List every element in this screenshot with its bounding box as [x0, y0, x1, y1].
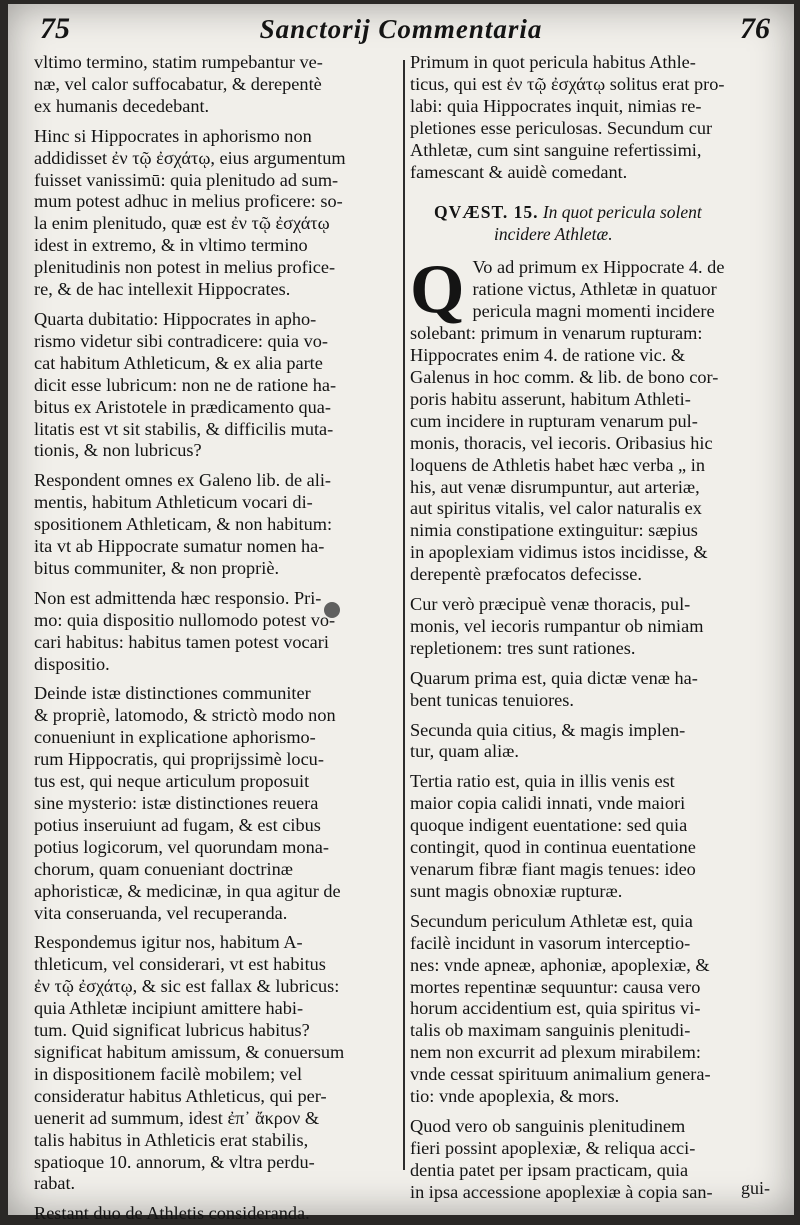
text-line: rismo videtur sibi contradicere: quia vo- [34, 330, 328, 351]
text-line: rabat. [34, 1173, 76, 1194]
text-line: labi: quia Hippocrates inquit, nimias re- [410, 95, 702, 116]
paragraph [410, 911, 768, 1108]
book-page [8, 4, 794, 1224]
text-line: tur, quam aliæ. [410, 741, 519, 762]
text-line: Quarta dubitatio: Hippocrates in apho- [34, 308, 317, 329]
text-line: la enim plenitudo, quæ est ἐν τῷ ἐσχάτῳ [34, 213, 330, 234]
question-label: QVÆST. 15. [434, 202, 539, 223]
text-line: spatioque 10. annorum, & vltra perdu- [34, 1151, 315, 1172]
text-line: sunt magis obnoxiæ rupturæ. [410, 880, 623, 901]
text-line: talis ob maximam sanguinis plenitudi- [410, 1020, 691, 1041]
text-line: potius logicorum, vel quorundam mona- [34, 836, 329, 857]
text-line: uenerit ad summum, idest ἐπ᾽ ἄκρον & [34, 1107, 320, 1128]
text-line: Hinc si Hippocrates in aphorismo non [34, 125, 312, 146]
page-number-right: 76 [740, 12, 770, 45]
text-line: vnde cessat spirituum animalium genera- [410, 1064, 711, 1085]
right-paragraphs [410, 594, 768, 1204]
text-line: Hippocrates enim 4. de ratione vic. & [410, 345, 686, 366]
catchword: gui- [741, 1178, 770, 1198]
text-line: horum accidentium est, quia spiritus vi- [410, 998, 701, 1019]
text-line: ita vt ab Hippocrate sumatur nomen ha- [34, 536, 325, 557]
column-rule [403, 60, 405, 1170]
text-line: Quod vero ob sanguinis plenitudinem [410, 1115, 686, 1136]
text-line: derepentè præfocatos defecisse. [410, 564, 642, 585]
text-line: pericula magni momenti incidere [472, 301, 715, 322]
text-line: Respondemus igitur nos, habitum A- [34, 932, 303, 953]
text-line: dispositio. [34, 653, 110, 674]
text-line: Non est admittenda hæc responsio. Pri- [34, 587, 322, 608]
paragraph [410, 668, 768, 712]
text-line: significat habitum amissum, & conuersum [34, 1041, 345, 1062]
paragraph [410, 594, 768, 660]
running-title: Sanctorij Commentaria [259, 14, 543, 44]
text-line: mo: quia dispositio nullomodo potest vo- [34, 609, 336, 630]
text-line: famescant & auidè comedant. [410, 161, 628, 182]
paragraph [410, 1116, 768, 1204]
text-line: dicit esse lubricum: non ne de ratione ha- [34, 374, 337, 395]
text-line: loquens de Athletis habet hæc verba „ in [410, 454, 705, 475]
text-line: bent tunicas tenuiores. [410, 689, 574, 710]
text-line: vltimo termino, statim rumpebantur ve- [34, 52, 323, 72]
intro-paragraph [410, 52, 768, 183]
text-line: pletiones esse periculosas. Secundum cur [410, 117, 713, 138]
paragraph [34, 52, 396, 118]
text-line: bitus communiter, & non propriè. [34, 557, 280, 578]
question-heading [410, 201, 768, 245]
text-line: tionis, & non lubricus? [34, 440, 202, 461]
text-line: nem non excurrit ad plexum mirabilem: [410, 1042, 701, 1063]
running-head [8, 12, 794, 52]
text-line: maior copia calidi innati, vnde maiori [410, 793, 686, 814]
dropcap-letter: Q [410, 251, 465, 329]
text-line: Secundum periculum Athletæ est, quia [410, 910, 693, 931]
text-line: plenitudinis non potest in melius profice- [34, 257, 336, 278]
question-title-line-2: incidere Athletæ. [494, 224, 613, 245]
paragraph [410, 771, 768, 902]
text-line: mortes repentinæ sequuntur: causa vero [410, 976, 701, 997]
text-line: spositionem Athleticam, & non habitum: [34, 514, 333, 535]
text-line: Respondent omnes ex Galeno lib. de ali- [34, 470, 331, 491]
text-line: vita conseruanda, vel recuperanda. [34, 902, 288, 923]
text-line: Vo ad primum ex Hippocrate 4. de [472, 257, 725, 278]
paragraph [34, 1203, 396, 1225]
text-line: monis, thoracis, vel iecoris. Oribasius hic [410, 432, 713, 453]
text-line: & propriè, latomodo, & strictò modo non [34, 705, 336, 726]
text-line: in ipsa accessione apoplexiæ à copia san- [410, 1181, 713, 1202]
text-line: tio: vnde apoplexia, & mors. [410, 1086, 620, 1107]
right-column [410, 52, 768, 1204]
text-line: Secunda quia citius, & magis implen- [410, 719, 686, 740]
text-line: Galenus in hoc comm. & lib. de bono cor- [410, 366, 719, 387]
text-line: nimia constipatione extinguitur: sæpius [410, 520, 698, 541]
text-line: Quarum prima est, quia dictæ venæ ha- [410, 667, 698, 688]
text-line: idest in extremo, & in vltimo termino [34, 235, 308, 256]
text-line: Tertia ratio est, quia in illis venis est [410, 771, 675, 792]
text-line: cat habitum Athleticum, & ex alia parte [34, 352, 323, 373]
text-line: Primum in quot pericula habitus Athle- [410, 52, 696, 72]
text-line: conueniunt in explicatione aphorismo- [34, 727, 316, 748]
text-line: addidisset ἐν τῷ ἐσχάτῳ, eius argumentum [34, 147, 346, 168]
text-line: contingit, quod in continua euentatione [410, 837, 696, 858]
left-column [34, 52, 396, 1225]
text-line: litatis est vt sit stabilis, & difficilis muta- [34, 418, 334, 439]
text-line: nes: vnde apneæ, aphoniæ, apoplexiæ, & [410, 954, 710, 975]
paragraph [34, 309, 396, 462]
text-line: fuisset vanissimū: quia plenitudo ad sum- [34, 169, 339, 190]
text-line: bitus ex Aristotele in prædicamento qua- [34, 396, 332, 417]
text-line: his, aut venæ disrumpuntur, aut arteriæ, [410, 476, 700, 497]
dropcap-paragraph [410, 251, 768, 586]
text-line: næ, vel calor suffocabatur, & derepentè [34, 73, 322, 94]
text-line: fieri possint apoplexiæ, & reliqua acci- [410, 1137, 696, 1158]
text-line: in apoplexiam vidimus istos incidisse, & [410, 542, 708, 563]
text-line: aut spiritus vitalis, vel calor naturalis ex [410, 498, 702, 519]
text-line: consideratur habitus Athleticus, qui per- [34, 1085, 327, 1106]
text-line: re, & de hac intellexit Hippocrates. [34, 279, 291, 300]
text-line: repletionem: tres sunt rationes. [410, 637, 636, 658]
text-line: potius inseruiunt ad fugam, & est cibus [34, 814, 321, 835]
paragraph [34, 470, 396, 580]
paragraph [34, 932, 396, 1195]
text-line: mum potest adhuc in melius proficere: so- [34, 191, 343, 212]
text-line: cari habitus: habitus tamen potest vocari [34, 631, 329, 652]
question-title-line-1: In quot pericula solent [542, 202, 702, 223]
text-line: sine mysterio: istæ distinctiones reuera [34, 793, 319, 813]
paragraph [34, 588, 396, 676]
text-line: ratione victus, Athletæ in quatuor [472, 279, 717, 300]
paragraph [34, 683, 396, 924]
text-line: chorum, quam conueniant doctrinæ [34, 858, 293, 879]
text-line: quoque indigent euentatione: sed quia [410, 815, 688, 836]
text-line: solebant: primum in venarum rupturam: [410, 323, 703, 344]
text-line: Cur verò præcipuè venæ thoracis, pul- [410, 594, 691, 615]
text-line: venarum fibræ fiant magis tenues: ideo [410, 859, 696, 879]
text-line: Deinde istæ distinctiones communiter [34, 683, 311, 704]
text-line: rum Hippocratis, qui proprijssimè locu- [34, 749, 324, 770]
text-line: monis, vel iecoris rumpantur ob nimiam [410, 615, 704, 636]
text-line: cum incidere in rupturam venarum pul- [410, 410, 698, 431]
text-line: Athletæ, cum sint sanguine refertissimi, [410, 139, 702, 160]
text-line: ticus, qui est ἐν τῷ ἐσχάτῳ solitus erat pro- [410, 73, 725, 94]
text-line: dentia patet per ipsam practicam, quia [410, 1159, 689, 1180]
text-line: tus est, qui neque articulum proposuit [34, 771, 310, 792]
text-line: thleticum, vel considerari, vt est habitus [34, 954, 326, 975]
text-line: talis habitus in Athleticis erat stabilis, [34, 1129, 309, 1150]
text-line: tum. Quid significat lubricus habitus? [34, 1020, 310, 1041]
text-line: poris habitu asserunt, habitum Athleti- [410, 388, 691, 409]
text-line: quia Athletæ incipiunt amittere habi- [34, 998, 304, 1019]
text-line: mentis, habitum Athleticum vocari di- [34, 492, 313, 513]
page-number-left: 75 [40, 12, 70, 45]
paragraph [34, 126, 396, 301]
text-line: Restant duo de Athletis consideranda. [34, 1203, 310, 1224]
text-line: ἐν τῷ ἐσχάτῳ, & sic est fallax & lubricus: [34, 976, 340, 997]
text-line: ex humanis decedebant. [34, 95, 210, 116]
paragraph [410, 720, 768, 764]
text-line: facilè incidunt in vasorum interceptio- [410, 932, 691, 953]
text-line: in dispositionem facilè mobilem; vel [34, 1063, 303, 1084]
text-line: aphoristicæ, & medicinæ, in qua agitur de [34, 880, 341, 901]
